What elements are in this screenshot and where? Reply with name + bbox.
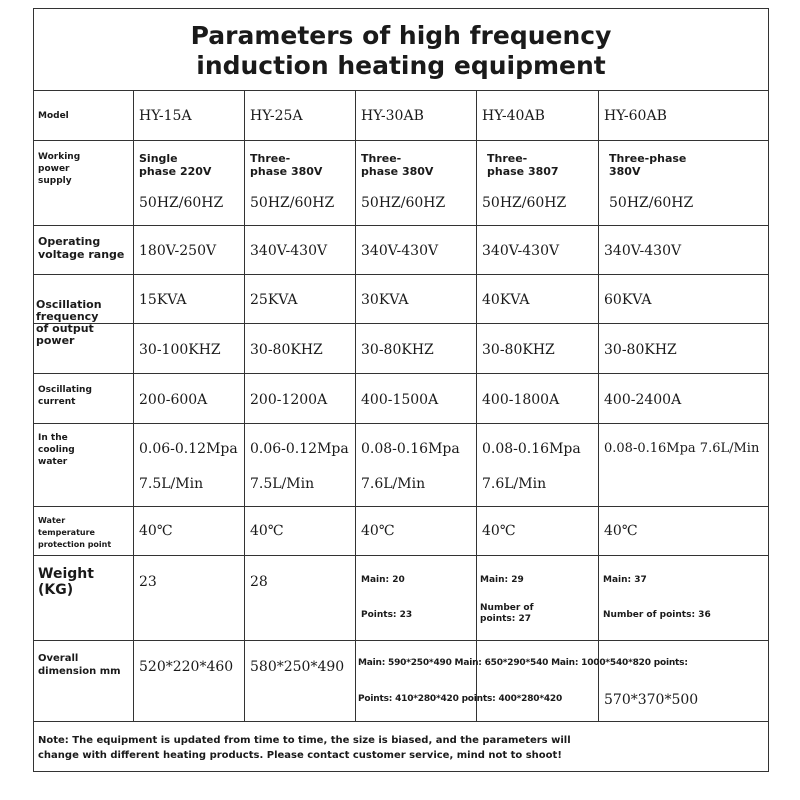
cooling-pressure-cell: 0.08-0.16Mpa [482, 441, 581, 457]
row-label-dimension: Overall dimension mm [38, 653, 121, 677]
dimension-points-line: Points: 410*280*420 points: 400*280*420 [358, 694, 563, 704]
current-cell: 400-1800A [482, 392, 560, 408]
voltage-cell: 340V-430V [482, 243, 560, 259]
dimension-cell: 520*220*460 [139, 659, 234, 675]
water-temp-cell: 40℃ [604, 523, 638, 539]
column-divider [598, 91, 599, 721]
model-cell: HY-40AB [482, 108, 545, 124]
footer-note: Note: The equipment is updated from time to time, the size is biased, and the parameters will change with different heating products. Please contact customer service, mind not to shoot! [38, 735, 571, 761]
phase-cell: Single phase 220V [139, 152, 212, 178]
frequency-cell: 50HZ/60HZ [609, 195, 694, 211]
weight-points-cell: Number of points: 27 [480, 603, 534, 624]
weight-main-cell: Main: 37 [603, 575, 647, 585]
oscillation-frequency-cell: 30-80KHZ [604, 342, 677, 358]
model-cell: HY-15A [139, 108, 192, 124]
row-label-model: Model [38, 111, 69, 121]
phase-cell: Three- phase 380V [361, 152, 434, 178]
water-temp-cell: 40℃ [482, 523, 516, 539]
cooling-flow-cell: 7.5L/Min [250, 476, 315, 492]
oscillation-frequency-cell: 30-80KHZ [482, 342, 555, 358]
phase-cell: Three-phase 380V [609, 152, 687, 178]
row-divider [34, 721, 768, 722]
model-cell: HY-25A [250, 108, 303, 124]
row-divider [34, 640, 768, 641]
column-divider [133, 91, 134, 721]
row-divider [34, 423, 768, 424]
cooling-pressure-cell: 0.06-0.12Mpa [250, 441, 349, 457]
frequency-cell: 50HZ/60HZ [250, 195, 335, 211]
weight-points-cell: Points: 23 [361, 610, 413, 620]
current-cell: 400-1500A [361, 392, 439, 408]
weight-main-cell: Main: 29 [480, 575, 524, 585]
column-divider [476, 91, 477, 721]
row-divider [34, 323, 768, 324]
row-label-water-temp: Water temperature protection point [38, 516, 112, 549]
row-label-power-supply: Working power supply [38, 152, 81, 186]
cooling-pressure-cell: 0.08-0.16Mpa [361, 441, 460, 457]
oscillation-frequency-cell: 30-100KHZ [139, 342, 221, 358]
title-line-1: Parameters of high frequency [190, 21, 612, 50]
cooling-flow-cell: 7.5L/Min [139, 476, 204, 492]
dimension-cell: 580*250*490 [250, 659, 345, 675]
row-divider [34, 225, 768, 226]
oscillation-frequency-cell: 30-80KHZ [361, 342, 434, 358]
weight-points-cell: Number of points: 36 [603, 610, 711, 620]
column-divider [244, 91, 245, 721]
row-divider [34, 373, 768, 374]
row-label-cooling-water: In the cooling water [38, 433, 75, 467]
current-cell: 200-600A [139, 392, 208, 408]
phase-cell: Three- phase 3807 [487, 152, 559, 178]
cooling-flow-cell: 7.6L/Min [482, 476, 547, 492]
water-temp-cell: 40℃ [361, 523, 395, 539]
voltage-cell: 180V-250V [139, 243, 217, 259]
row-label-voltage: Operating voltage range [38, 235, 125, 261]
row-divider [34, 140, 768, 141]
frequency-cell: 50HZ/60HZ [482, 195, 567, 211]
oscillation-frequency-cell: 30-80KHZ [250, 342, 323, 358]
current-cell: 400-2400A [604, 392, 682, 408]
dimension-cell: 570*370*500 [604, 692, 699, 708]
voltage-cell: 340V-430V [604, 243, 682, 259]
output-power-cell: 40KVA [482, 292, 530, 308]
voltage-cell: 340V-430V [250, 243, 328, 259]
cooling-pressure-cell: 0.06-0.12Mpa [139, 441, 238, 457]
water-temp-cell: 40℃ [250, 523, 284, 539]
voltage-cell: 340V-430V [361, 243, 439, 259]
row-label-output-power: Oscillation frequency of output power [36, 298, 102, 347]
current-cell: 200-1200A [250, 392, 328, 408]
row-label-weight: Weight (KG) [38, 566, 94, 598]
frequency-cell: 50HZ/60HZ [361, 195, 446, 211]
row-label-current: Oscillating current [38, 385, 92, 407]
weight-cell: 28 [250, 574, 268, 590]
output-power-cell: 60KVA [604, 292, 652, 308]
frequency-cell: 50HZ/60HZ [139, 195, 224, 211]
weight-main-cell: Main: 20 [361, 575, 405, 585]
phase-cell: Three- phase 380V [250, 152, 323, 178]
weight-cell: 23 [139, 574, 157, 590]
row-divider [34, 506, 768, 507]
model-cell: HY-30AB [361, 108, 424, 124]
dimension-main-line: Main: 590*250*490 Main: 650*290*540 Main: 1000*540*820 points: [358, 658, 688, 668]
water-temp-cell: 40℃ [139, 523, 173, 539]
output-power-cell: 25KVA [250, 292, 298, 308]
column-divider [355, 91, 356, 721]
model-cell: HY-60AB [604, 108, 667, 124]
page-title [34, 9, 768, 91]
row-divider [34, 555, 768, 556]
output-power-cell: 15KVA [139, 292, 187, 308]
cooling-pressure-cell: 0.08-0.16Mpa 7.6L/Min [604, 441, 760, 456]
row-divider [34, 274, 768, 275]
cooling-flow-cell: 7.6L/Min [361, 476, 426, 492]
title-line-2: induction heating equipment [196, 51, 606, 80]
output-power-cell: 30KVA [361, 292, 409, 308]
